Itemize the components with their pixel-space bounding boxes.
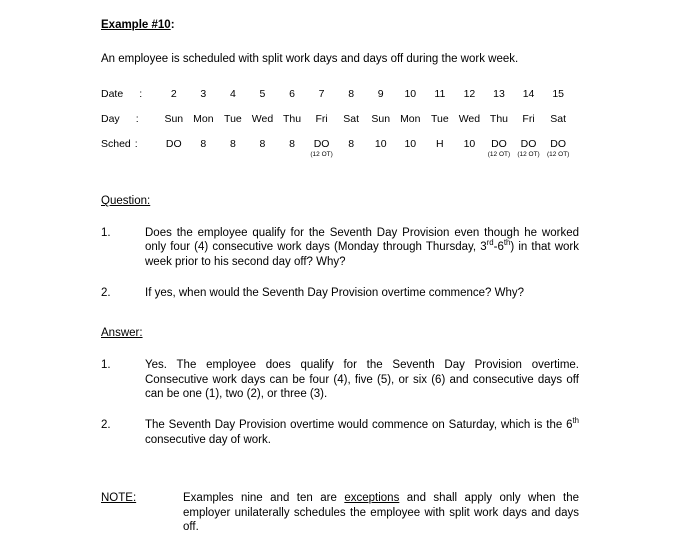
sched-value: DO	[165, 138, 182, 151]
date-cell: 8	[348, 88, 355, 101]
sched-ot-note: (12 OT)	[546, 151, 570, 159]
answer-item-2-text	[145, 418, 579, 447]
sched-value: 10	[374, 138, 387, 151]
day-cell: Sat	[343, 113, 360, 126]
date-cell: 4	[229, 88, 236, 101]
question-item-1-number: 1.	[101, 226, 111, 239]
sched-cell	[189, 138, 219, 168]
table-row	[101, 138, 573, 168]
row-label-sched	[101, 138, 159, 168]
date-cell: 10	[404, 88, 417, 101]
note-text-part1: Examples nine and ten are	[183, 492, 345, 505]
day-cell: Thu	[282, 113, 302, 126]
sched-cell	[159, 138, 189, 168]
answer-item-1-number: 1.	[101, 359, 111, 372]
sched-value: 8	[348, 138, 355, 151]
date-cell: 3	[200, 88, 207, 101]
date-cell: 2	[170, 88, 177, 101]
sched-ot-note: (12 OT)	[487, 151, 511, 159]
note-label: NOTE:	[101, 492, 137, 505]
sched-ot-note: (12 OT)	[517, 151, 540, 159]
day-cell: Wed	[251, 113, 274, 126]
table-row	[101, 88, 573, 113]
sched-value: 8	[289, 138, 295, 151]
page-title-text: Example #10	[101, 19, 171, 31]
ordinal-suffix: th	[572, 416, 579, 426]
ordinal-suffix: rd	[486, 238, 494, 248]
note-text	[183, 491, 579, 534]
intro-paragraph: An employee is scheduled with split work days and days off during the work week.	[101, 52, 519, 65]
question-item-1-text	[145, 226, 579, 269]
note-text-part2: and shall apply only when the employer unilaterally schedules the employee with split work days and days off.	[183, 492, 579, 533]
answer-item-2-text-part2: consecutive day of work.	[145, 433, 271, 446]
note-block	[101, 491, 579, 534]
date-cell: 7	[318, 88, 325, 101]
answer-heading: Answer:	[101, 327, 143, 340]
day-cell: Tue	[430, 113, 449, 126]
sched-value: 10	[463, 138, 476, 151]
question-item-2-number: 2.	[101, 287, 111, 300]
day-cell: Mon	[400, 113, 421, 126]
row-label-day	[101, 113, 159, 138]
question-item-1-text-part3: ) in that work week prior to his second day off? Why?	[145, 241, 579, 268]
sched-cell	[277, 138, 307, 168]
day-cell: Wed	[458, 113, 481, 126]
day-cell: Tue	[224, 113, 242, 126]
date-cell: 14	[522, 88, 535, 101]
row-label-date-text: Date	[101, 88, 124, 101]
row-label-date	[101, 88, 159, 113]
row-label-date-colon: :	[139, 88, 143, 101]
note-emphasis-word: exceptions	[344, 492, 400, 505]
sched-value: DO	[491, 138, 507, 151]
date-cell: 12	[463, 88, 476, 101]
sched-value: 8	[200, 138, 207, 151]
row-label-day-text: Day	[101, 113, 120, 126]
sched-cell	[543, 138, 573, 168]
date-cell: 6	[289, 88, 295, 101]
sched-value: 8	[259, 138, 266, 151]
day-cell: Fri	[522, 113, 535, 126]
sched-cell	[336, 138, 366, 168]
day-cell: Thu	[489, 113, 509, 126]
table-row	[101, 113, 573, 138]
ordinal-suffix: th	[503, 238, 511, 248]
sched-cell	[514, 138, 544, 168]
question-item-1-text-part1: Does the employee qualify for the Seventh Day Provision even though he worked only four (4) consecutive work days (Monday through Thursday, 3	[145, 226, 579, 254]
sched-cell	[455, 138, 485, 168]
day-cell: Sun	[371, 113, 391, 126]
sched-cell	[484, 138, 514, 168]
row-label-sched-colon: :	[134, 138, 138, 151]
sched-value: DO	[550, 138, 567, 151]
date-cell: 9	[377, 88, 384, 101]
sched-cell	[396, 138, 426, 168]
row-label-sched-text: Sched	[101, 138, 131, 151]
sched-cell	[307, 138, 337, 168]
answer-item-1	[101, 358, 579, 401]
page-title	[101, 19, 579, 33]
question-item-2	[101, 286, 579, 300]
date-cell: 13	[493, 88, 505, 101]
day-cell: Sat	[550, 113, 567, 126]
sched-cell	[366, 138, 396, 168]
date-cell: 5	[259, 88, 266, 101]
sched-value: H	[436, 138, 444, 151]
sched-cell	[425, 138, 455, 168]
sched-cell	[218, 138, 248, 168]
sched-cell	[248, 138, 278, 168]
document-page	[101, 0, 579, 534]
date-cell: 11	[434, 88, 446, 101]
question-item-1	[101, 226, 579, 269]
answer-item-1-text: Yes. The employee does qualify for the Seventh Day Provision overtime. Consecutive work days can be four (4), five (5), or six (6) and consecutive days off can be one (1), two (2), or three (3).	[145, 359, 579, 401]
row-label-day-colon: :	[135, 113, 139, 126]
page-title-colon: :	[170, 19, 175, 31]
sched-value: DO	[313, 138, 330, 151]
schedule-table	[101, 88, 573, 168]
question-item-2-text: If yes, when would the Seventh Day Provision overtime commence? Why?	[145, 287, 525, 300]
day-cell: Sun	[164, 113, 184, 126]
sched-value: 10	[404, 138, 417, 151]
date-cell: 15	[552, 88, 564, 101]
question-item-1-text-part2: -6	[493, 241, 504, 254]
answer-item-2-text-part1: The Seventh Day Provision overtime would commence on Saturday, which is the 6	[145, 419, 573, 432]
sched-value: DO	[520, 138, 537, 151]
answer-item-2-number: 2.	[101, 419, 111, 432]
answer-item-2	[101, 418, 579, 447]
sched-value: 8	[229, 138, 236, 151]
day-cell: Mon	[193, 113, 214, 126]
question-heading: Question:	[101, 195, 151, 208]
day-cell: Fri	[315, 113, 328, 126]
sched-ot-note: (12 OT)	[310, 151, 333, 159]
